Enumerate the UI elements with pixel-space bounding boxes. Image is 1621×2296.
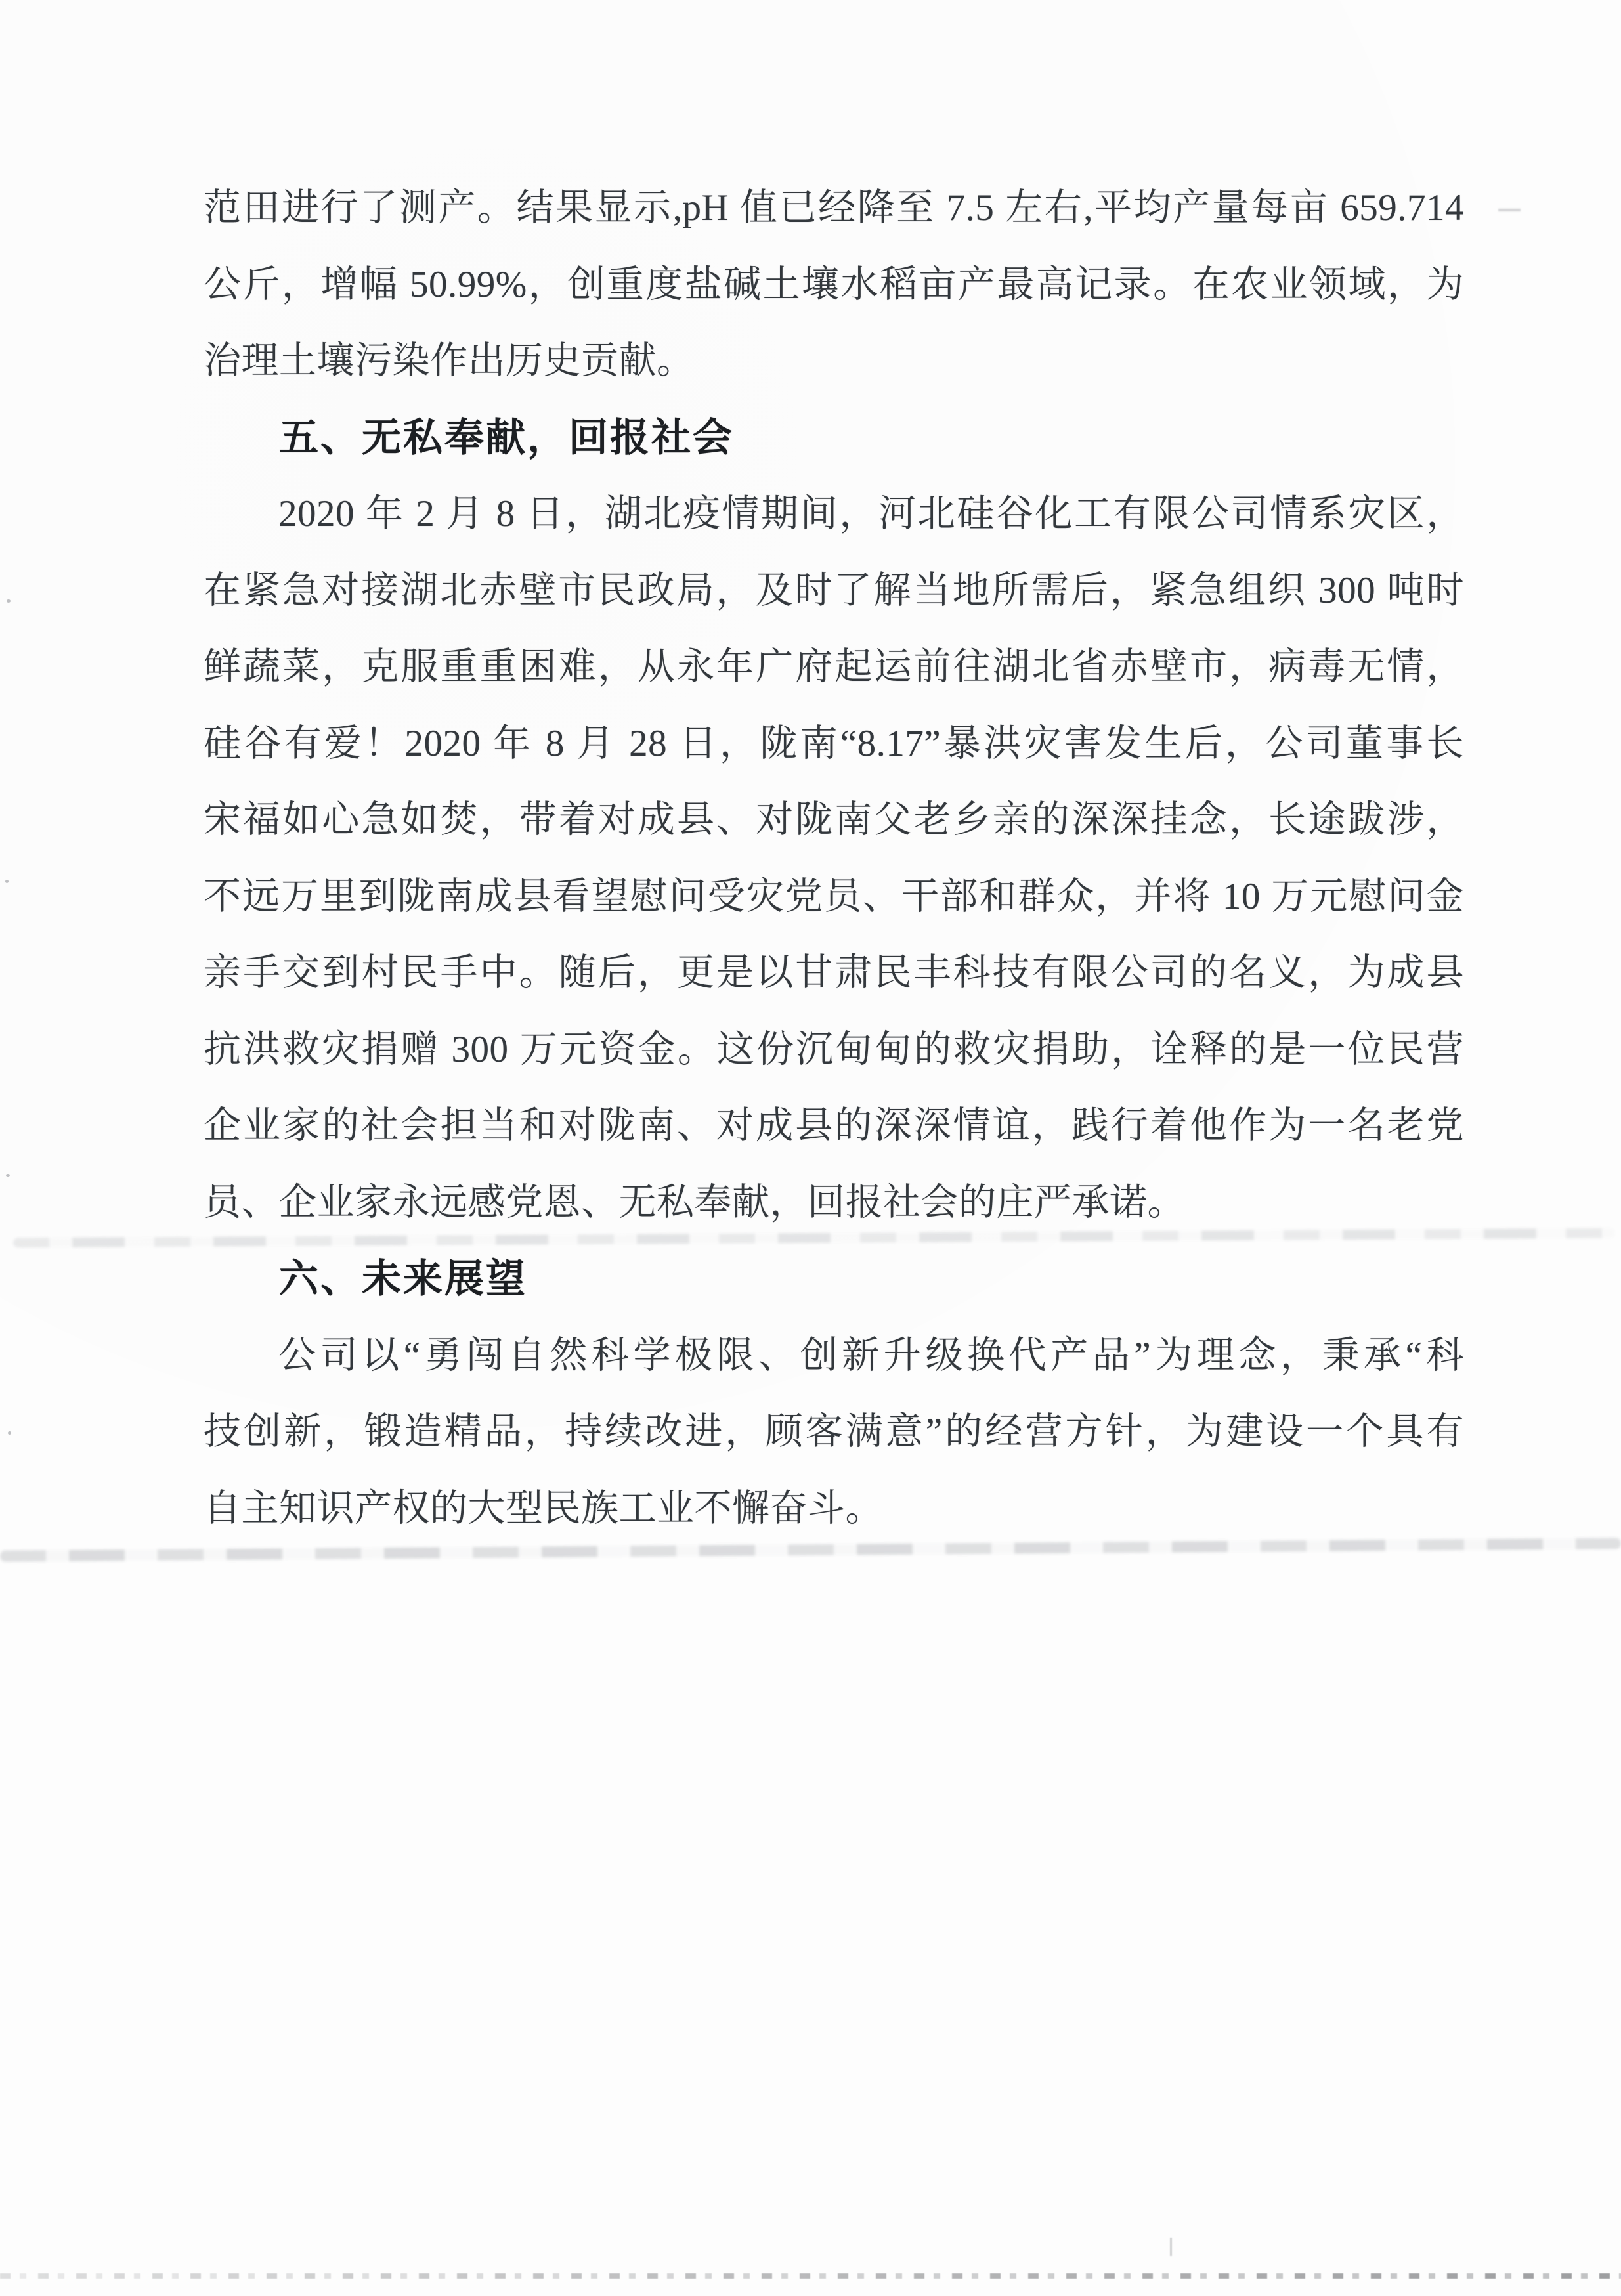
text-line: 自主知识产权的大型民族工业不懈奋斗。 xyxy=(204,1487,883,1529)
text-line: 范田进行了测产。结果显示,pH 值已经降至 7.5 左右,平均产量每亩 659.714 xyxy=(204,187,1464,228)
text-line: 员、企业家永远感党恩、无私奉献，回报社会的庄严承诺。 xyxy=(204,1181,1185,1223)
text-line: 硅谷有爱！2020 年 8 月 28 日，陇南“8.17”暴洪灾害发生后，公司董事长 xyxy=(204,722,1464,764)
text-line: 企业家的社会担当和对陇南、对成县的深深情谊，践行着他作为一名老党 xyxy=(204,1105,1464,1146)
text-line: 治理土壤污染作出历史贡献。 xyxy=(204,340,695,381)
section-heading-five: 五、无私奉献，回报社会 xyxy=(279,415,734,460)
text-line: 公斤，增幅 50.99%，创重度盐碱土壤水稻亩产最高记录。在农业领域，为 xyxy=(204,263,1464,305)
text-line: 不远万里到陇南成县看望慰问受灾党员、干部和群众，并将 10 万元慰问金 xyxy=(204,875,1464,917)
text-line: 2020 年 2 月 8 日，湖北疫情期间，河北硅谷化工有限公司情系灾区， xyxy=(278,493,1464,534)
document-body xyxy=(204,170,1464,1547)
scan-edge-speckle-line xyxy=(0,2273,1621,2279)
scan-speck xyxy=(7,599,11,603)
text-line: 鲜蔬菜，克服重重困难，从永年广府起运前往湖北省赤壁市，病毒无情， xyxy=(204,646,1464,687)
section-heading-six: 六、未来展望 xyxy=(279,1257,527,1301)
scan-speck xyxy=(5,880,9,883)
text-line: 亲手交到村民手中。随后，更是以甘肃民丰科技有限公司的名义，为成县 xyxy=(204,952,1464,993)
scan-speck xyxy=(6,1174,10,1177)
text-line: 公司以“勇闯自然科学极限、创新升级换代产品”为理念，秉承“科 xyxy=(278,1334,1464,1376)
scan-tick-mark xyxy=(1170,2238,1172,2256)
text-line: 抗洪救灾捐赠 300 万元资金。这份沉甸甸的救灾捐助，诠释的是一位民营 xyxy=(204,1028,1464,1070)
text-line: 宋福如心急如焚，带着对成县、对陇南父老乡亲的深深挂念，长途跋涉， xyxy=(204,799,1464,840)
scan-speck xyxy=(8,1431,11,1435)
scan-dash-mark xyxy=(1498,209,1521,211)
text-line: 在紧急对接湖北赤壁市民政局，及时了解当地所需后，紧急组织 300 吨时 xyxy=(204,569,1464,611)
text-line: 技创新，锻造精品，持续改进，顾客满意”的经营方针，为建设一个具有 xyxy=(204,1411,1464,1452)
